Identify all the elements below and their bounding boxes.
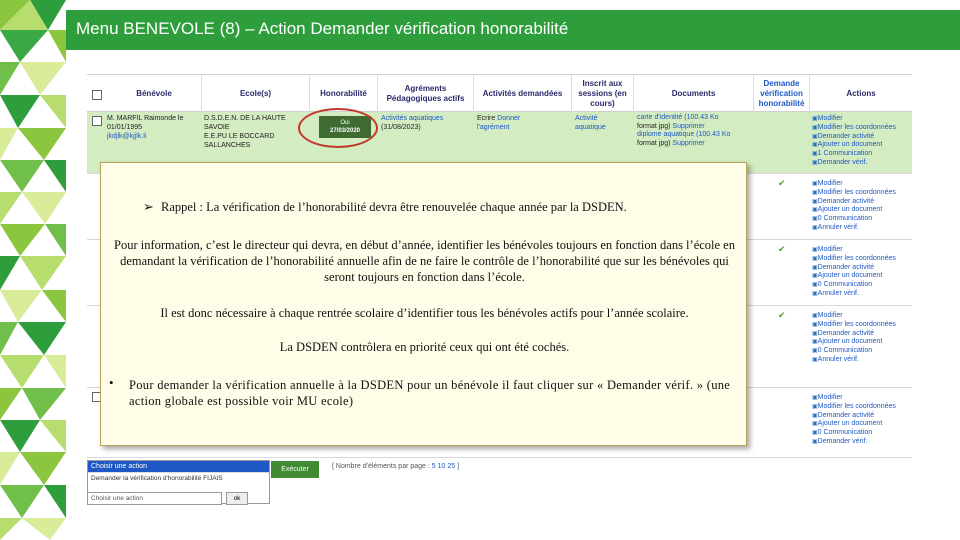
honorabilite-status: Oui <box>340 120 350 126</box>
ecoles-cell <box>204 114 310 150</box>
highlight-ellipse <box>298 108 378 148</box>
action-communication[interactable]: ▣ 0 Communication <box>812 215 896 224</box>
action-demander-activite[interactable]: ▣ Demander activité <box>812 330 896 339</box>
session-link[interactable]: Activité <box>575 115 598 122</box>
title-banner <box>66 10 960 50</box>
activite-agrement[interactable]: l'agrément <box>477 124 510 131</box>
benevole-email[interactable]: jkdjlk@kjjlk.li <box>107 133 147 140</box>
checkmark-icon: ✔ <box>778 310 786 320</box>
delete-document-button[interactable]: Supprimer <box>672 122 705 130</box>
decorative-mosaic <box>0 0 66 540</box>
row-actions <box>812 180 896 233</box>
session-type: aquatique <box>575 124 606 131</box>
col-header-honorabilite[interactable]: Honorabilité <box>310 75 378 113</box>
benevole-name: M. MARFIL Raimonde le <box>107 115 184 122</box>
activite-ecrire[interactable]: Ecrire <box>477 115 496 122</box>
col-header-ecoles[interactable]: Ecole(s) <box>202 75 310 113</box>
note-procedure: Pour demander la vérification annuelle à la DSDEN pour un bénévole il faut cliquer sur « Demander vérif. » (une action globale est possible voir MU ecole) <box>129 378 731 408</box>
row-checkbox[interactable] <box>92 116 102 126</box>
benevole-cell <box>107 114 202 141</box>
action-demander-verif[interactable]: ▣ Demander vérif. <box>812 438 896 447</box>
honorabilite-date: 27/03/2020 <box>329 128 361 134</box>
pager-suffix: ] <box>455 463 460 470</box>
document-link[interactable]: diplome aquatique (100.43 Ko <box>637 131 731 138</box>
action-communication[interactable]: ▣ 1 Communication <box>812 150 896 159</box>
agrement-date: (31/08/2023) <box>381 124 421 131</box>
info-note-box <box>100 162 747 446</box>
action-modifier[interactable]: ▣ Modifier <box>812 246 896 255</box>
school-line: SAVOIE <box>204 124 230 131</box>
agrement-link[interactable]: Activités aquatiques <box>381 115 444 122</box>
action-annuler-verif[interactable]: ▣ Annuler vérif. <box>812 224 896 233</box>
document-format: format jpg) <box>637 139 671 147</box>
bulk-action-select[interactable]: Choisir une action <box>87 492 222 505</box>
note-necessaire: Il est donc nécessaire à chaque rentrée scolaire d’identifier tous les bénévoles actifs pour l’année scolaire. <box>160 306 689 320</box>
action-modifier[interactable]: ▣ Modifier <box>812 115 896 124</box>
action-modifier-coordonnees[interactable]: ▣ Modifier les coordonnées <box>812 321 896 330</box>
action-modifier-coordonnees[interactable]: ▣ Modifier les coordonnées <box>812 255 896 264</box>
note-information: Pour information, c’est le directeur qui devra, en début d’année, identifier les bénévoles toujours en fonction dans l’école en demandant la vérification de l’honorabilité annuelle afin de ne faire le contrôle de l’honorabilité que sur les bénévoles qui seront toujours en fonction dans l’école. <box>114 238 735 284</box>
ok-button[interactable]: ok <box>226 492 248 505</box>
row-actions <box>812 246 896 299</box>
row-actions <box>812 312 896 365</box>
sessions-cell <box>575 114 633 132</box>
school-line: E.E.PU LE BOCCARD <box>204 133 275 140</box>
col-header-actions: Actions <box>846 89 876 98</box>
page-size-selector <box>332 463 459 470</box>
action-annuler-verif[interactable]: ▣ Annuler vérif. <box>812 290 896 299</box>
document-format: format jpg) <box>637 122 671 130</box>
action-communication[interactable]: ▣ 0 Communication <box>812 347 896 356</box>
col-header-demande-verif[interactable]: Demande vérification honorabilité <box>754 75 810 113</box>
action-modifier[interactable]: ▣ Modifier <box>812 180 896 189</box>
action-modifier[interactable]: ▣ Modifier <box>812 312 896 321</box>
page-size-links[interactable]: 5 10 25 <box>431 463 456 470</box>
mosaic-shapes <box>0 0 66 540</box>
action-demander-activite[interactable]: ▣ Demander activité <box>812 412 896 421</box>
page-title: Menu BENEVOLE (8) – Action Demander vérification honorabilité <box>76 19 569 38</box>
action-demander-activite[interactable]: ▣ Demander activité <box>812 264 896 273</box>
school-line: SALLANCHES <box>204 142 251 149</box>
select-all-checkbox[interactable] <box>92 90 102 100</box>
action-demander-activite[interactable]: ▣ Demander activité <box>812 198 896 207</box>
school-line: D.S.D.E.N. DE LA HAUTE <box>204 115 286 122</box>
action-ajouter-document[interactable]: ▣ Ajouter un document <box>812 272 896 281</box>
bulk-action-header[interactable]: Choisir une action <box>88 461 269 472</box>
note-rappel: Rappel : La vérification de l’honorabilité devra être renouvelée chaque année par la DSDEN. <box>161 200 627 214</box>
action-ajouter-document[interactable]: ▣ Ajouter un document <box>812 420 896 429</box>
checkmark-icon: ✔ <box>778 244 786 254</box>
note-controle: La DSDEN contrôlera en priorité ceux qui ont été cochés. <box>279 340 570 354</box>
bullet-icon: • <box>109 375 114 390</box>
col-header-documents[interactable]: Documents <box>634 75 754 113</box>
document-link[interactable]: carte d'identité (100.43 Ko <box>637 114 719 121</box>
benevole-birthdate: 01/01/1995 <box>107 124 143 131</box>
action-modifier-coordonnees[interactable]: ▣ Modifier les coordonnées <box>812 124 896 133</box>
delete-document-button[interactable]: Supprimer <box>672 139 705 147</box>
action-ajouter-document[interactable]: ▣ Ajouter un document <box>812 338 896 347</box>
action-modifier[interactable]: ▣ Modifier <box>812 394 896 403</box>
col-header-sessions[interactable]: Inscrit aux sessions (en cours) <box>572 75 634 113</box>
action-demander-activite[interactable]: ▣ Demander activité <box>812 133 896 142</box>
execute-button[interactable]: Exécuter <box>271 461 319 478</box>
col-header-activites[interactable]: Activités demandées <box>474 75 572 113</box>
col-header-agrements[interactable]: Agréments Pédagogiques actifs <box>378 75 474 113</box>
activite-donner[interactable]: Donner <box>497 115 521 122</box>
action-annuler-verif[interactable]: ▣ Annuler vérif. <box>812 356 896 365</box>
col-header-benevole[interactable]: Bénévole <box>107 75 202 113</box>
row-actions <box>812 115 896 168</box>
activites-cell <box>477 114 571 132</box>
pager-label: [ Nombre d'éléments par page : <box>332 463 432 470</box>
row-actions <box>812 394 896 447</box>
action-communication[interactable]: ▣ 0 Communication <box>812 429 896 438</box>
checkmark-icon: ✔ <box>778 178 786 188</box>
bulk-action-option[interactable]: Demander la vérification d'honorabilité FIJAIS <box>88 472 269 484</box>
action-ajouter-document[interactable]: ▣ Ajouter un document <box>812 206 896 215</box>
documents-cell <box>637 114 753 148</box>
agrements-cell <box>381 114 473 132</box>
action-modifier-coordonnees[interactable]: ▣ Modifier les coordonnées <box>812 189 896 198</box>
action-communication[interactable]: ▣ 0 Communication <box>812 281 896 290</box>
arrow-bullet-icon: ➢ <box>143 199 154 214</box>
action-modifier-coordonnees[interactable]: ▣ Modifier les coordonnées <box>812 403 896 412</box>
table-header <box>87 74 912 112</box>
action-demander-verif[interactable]: ▣ Demander vérif. <box>812 159 896 168</box>
action-ajouter-document[interactable]: ▣ Ajouter un document <box>812 141 896 150</box>
